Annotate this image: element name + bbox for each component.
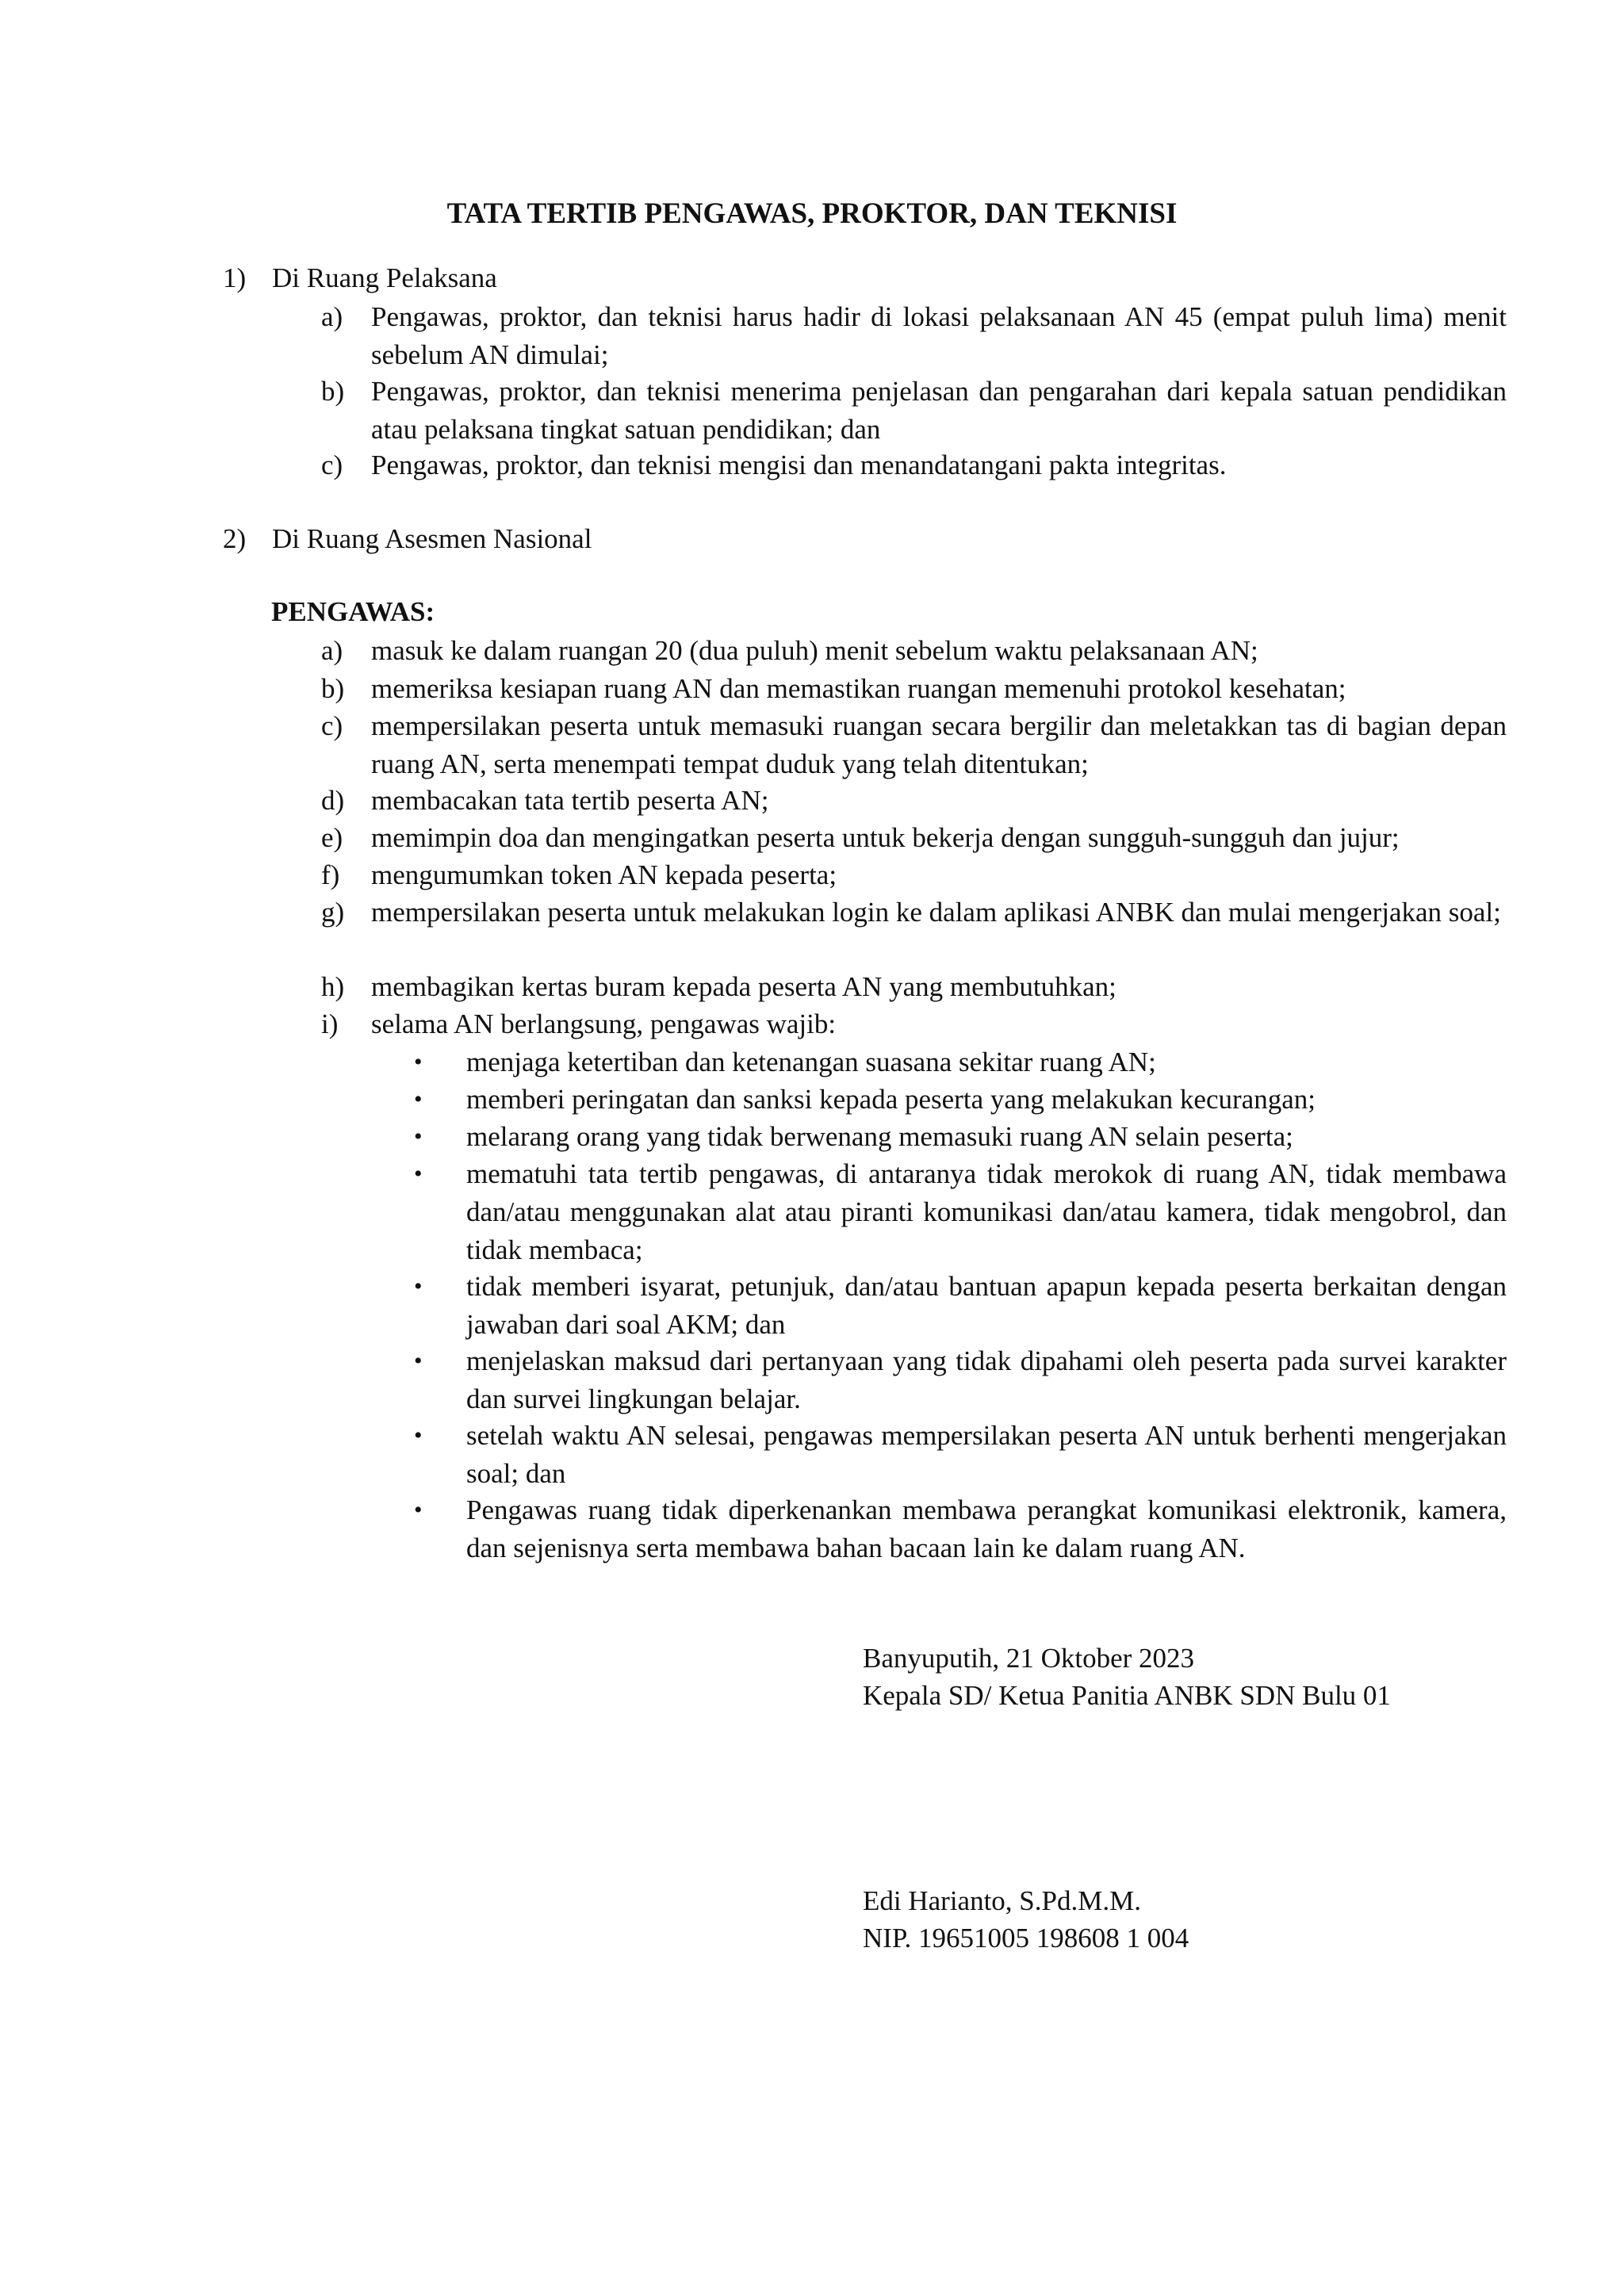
bullet-text: mematuhi tata tertib pengawas, di antaranya tidak merokok di ruang AN, tidak membawa dan/atau menggunakan alat atau piranti komunikasi dan/atau kamera, tidak mengobrol, dan tidak membaca; — [466, 1158, 1507, 1265]
bullet-item — [414, 1043, 1507, 1081]
bullet-text: setelah waktu AN selesai, pengawas mempersilakan peserta AN untuk berhenti mengerjakan soal; dan — [466, 1420, 1507, 1489]
list-item — [321, 782, 1507, 820]
list-item-label: f) — [321, 859, 340, 890]
bullet-item — [414, 1342, 1507, 1418]
list-item-label: b) — [321, 673, 345, 704]
list-item-text: masuk ke dalam ruangan 20 (dua puluh) menit sebelum waktu pelaksanaan AN; — [371, 635, 1258, 666]
bullet-icon: • — [414, 1273, 423, 1299]
list-item-text: memeriksa kesiapan ruang AN dan memastikan ruangan memenuhi protokol kesehatan; — [371, 673, 1346, 704]
signature-place-date: Banyuputih, 21 Oktober 2023 — [863, 1643, 1195, 1674]
list-item — [321, 670, 1507, 708]
list-item-label: a) — [321, 635, 343, 666]
bullet-icon: • — [414, 1422, 423, 1448]
list-item-label: c) — [321, 450, 343, 480]
list-item-text: Pengawas, proktor, dan teknisi menerima penjelasan dan pengarahan dari kepala satuan pendidikan atau pelaksana tingkat satuan pendidikan; dan — [371, 376, 1507, 445]
list-item-text: membacakan tata tertib peserta AN; — [371, 785, 769, 816]
signature-nip: NIP. 19651005 198608 1 004 — [863, 1923, 1189, 1954]
bullet-item — [414, 1491, 1507, 1567]
bullet-item — [414, 1268, 1507, 1344]
list-item-label: d) — [321, 785, 345, 816]
list-item — [321, 298, 1507, 374]
section-label: Di Ruang Asesmen Nasional — [272, 523, 592, 554]
signature-name: Edi Harianto, S.Pd.M.M. — [863, 1885, 1141, 1916]
list-item-text: Pengawas, proktor, dan teknisi harus hadir di lokasi pelaksanaan AN 45 (empat puluh lima) menit sebelum AN dimulai; — [371, 301, 1507, 370]
list-item-text: mempersilakan peserta untuk melakukan login ke dalam aplikasi ANBK dan mulai mengerjakan soal; — [371, 897, 1501, 928]
list-item — [321, 446, 1507, 484]
section-number: 1) — [223, 262, 247, 293]
bullet-item — [414, 1155, 1507, 1269]
list-item-text: membagikan kertas buram kepada peserta AN yang membutuhkan; — [371, 971, 1116, 1002]
list-item-label: c) — [321, 710, 343, 741]
bullet-text: menjelaskan maksud dari pertanyaan yang tidak dipahami oleh peserta pada survei karakter dan survei lingkungan belajar. — [466, 1345, 1507, 1414]
signature-position: Kepala SD/ Ketua Panitia ANBK SDN Bulu 01 — [863, 1680, 1391, 1711]
bullet-icon: • — [414, 1086, 423, 1112]
list-item-text: mengumumkan token AN kepada peserta; — [371, 859, 837, 890]
section-number: 2) — [223, 523, 247, 554]
list-item — [321, 707, 1507, 783]
bullet-item — [414, 1417, 1507, 1493]
bullet-text: tidak memberi isyarat, petunjuk, dan/atau bantuan apapun kepada peserta berkaitan dengan jawaban dari soal AKM; dan — [466, 1271, 1507, 1340]
list-item-label: e) — [321, 822, 343, 853]
bullet-text: menjaga ketertiban dan ketenangan suasana sekitar ruang AN; — [466, 1047, 1156, 1077]
bullet-icon: • — [414, 1348, 423, 1374]
section-label: Di Ruang Pelaksana — [272, 262, 497, 293]
list-item-label: h) — [321, 971, 345, 1002]
bullet-icon: • — [414, 1497, 423, 1523]
bullet-icon: • — [414, 1049, 423, 1075]
list-item-text: Pengawas, proktor, dan teknisi mengisi dan menandatangani pakta integritas. — [371, 450, 1227, 480]
bullet-icon: • — [414, 1161, 423, 1187]
bullet-text: memberi peringatan dan sanksi kepada peserta yang melakukan kecurangan; — [466, 1084, 1316, 1115]
list-item-label: i) — [321, 1008, 339, 1039]
list-item-label: a) — [321, 301, 343, 332]
list-item — [321, 968, 1507, 1006]
list-item — [321, 373, 1507, 449]
list-item-label: b) — [321, 376, 345, 407]
pengawas-heading: PENGAWAS: — [271, 596, 435, 627]
bullet-text: melarang orang yang tidak berwenang memasuki ruang AN selain peserta; — [466, 1121, 1293, 1152]
list-item-label: g) — [321, 897, 345, 928]
list-item — [321, 819, 1507, 857]
list-item-text: selama AN berlangsung, pengawas wajib: — [371, 1008, 837, 1039]
document-title: TATA TERTIB PENGAWAS, PROKTOR, DAN TEKNISI — [446, 197, 1178, 230]
bullet-icon: • — [414, 1123, 423, 1150]
bullet-item — [414, 1081, 1507, 1119]
list-item-text: mempersilakan peserta untuk memasuki ruangan secara bergilir dan meletakkan tas di bagian depan ruang AN, serta menempati tempat duduk yang telah ditentukan; — [371, 710, 1507, 779]
list-item — [321, 1005, 1507, 1043]
bullet-text: Pengawas ruang tidak diperkenankan membawa perangkat komunikasi elektronik, kamera, dan sejenisnya serta membawa bahan bacaan lain ke dalam ruang AN. — [466, 1494, 1507, 1563]
bullet-item — [414, 1118, 1507, 1156]
list-item — [321, 632, 1507, 670]
list-item — [321, 856, 1507, 894]
list-item — [321, 894, 1507, 932]
list-item-text: memimpin doa dan mengingatkan peserta untuk bekerja dengan sungguh-sungguh dan jujur; — [371, 822, 1400, 853]
